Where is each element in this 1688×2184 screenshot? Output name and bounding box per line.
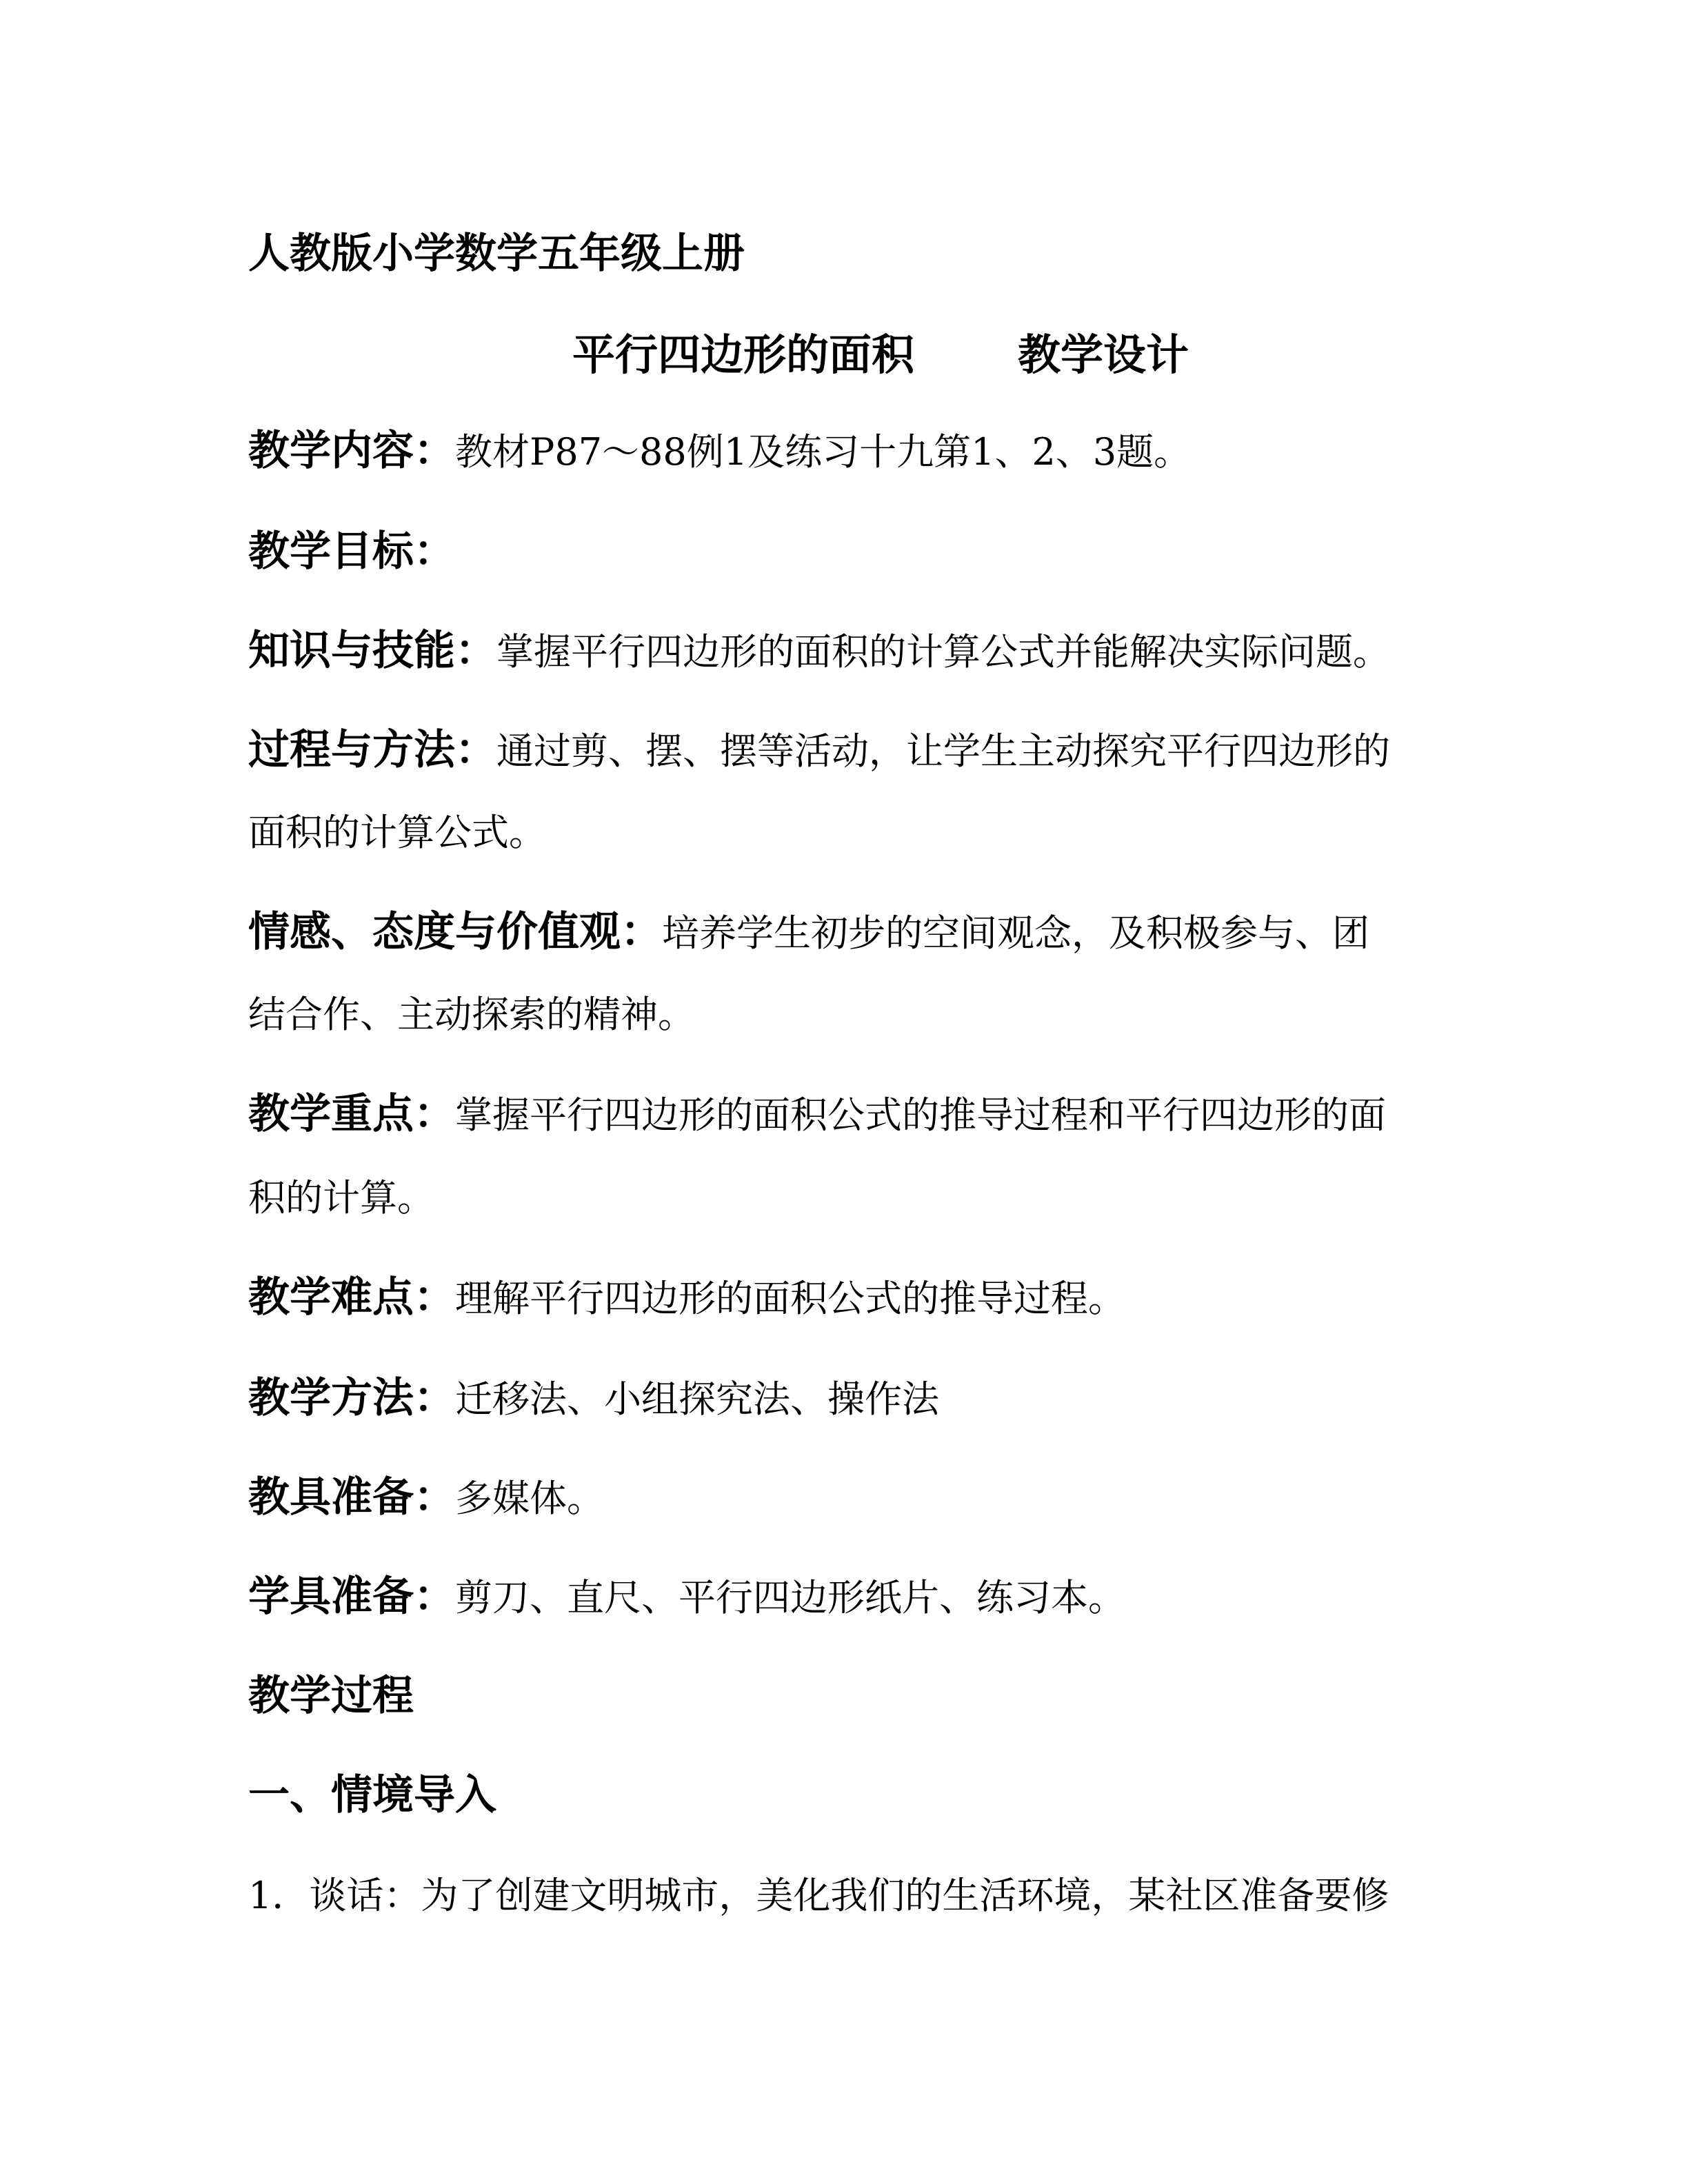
difficulty-text: 理解平行四边形的面积公式的推导过程。: [455, 1277, 1125, 1320]
objectives-label: 教学目标：: [248, 527, 455, 576]
teacher-tools-row: [248, 1475, 604, 1521]
process-text-2: 面积的计算公式。: [248, 811, 546, 854]
key-text-2: 积的计算。: [248, 1176, 434, 1220]
content-label: 教学内容：: [248, 427, 455, 475]
process-heading: 教学过程: [248, 1672, 414, 1720]
content-row: [248, 429, 1191, 474]
knowledge-row: [248, 629, 1390, 674]
key-row: [248, 1092, 1386, 1138]
emotion-text-2: 结合作、主动探索的精神。: [248, 993, 695, 1036]
emotion-text-1: 培养学生初步的空间观念，及积极参与、团: [662, 911, 1369, 955]
method-row: [248, 1376, 939, 1422]
process-row: [248, 728, 1390, 774]
student-tools-text: 剪刀、直尺、平行四边形纸片、练习本。: [455, 1576, 1125, 1619]
title-sub: 教学设计: [1018, 330, 1189, 380]
process-row-cont: [248, 811, 546, 855]
key-label: 教学重点：: [248, 1090, 455, 1138]
method-label: 教学方法：: [248, 1374, 455, 1422]
objectives-row: [248, 529, 455, 575]
difficulty-row: [248, 1275, 1125, 1321]
knowledge-text: 掌握平行四边形的面积的计算公式并能解决实际问题。: [496, 630, 1390, 674]
knowledge-label: 知识与技能：: [248, 627, 496, 675]
process-text-1: 通过剪、摆、摆等活动，让学生主动探究平行四边形的: [496, 729, 1390, 773]
content-text: 教材P87～88例1及练习十九第1、2、3题。: [455, 430, 1192, 474]
key-row-cont: [248, 1176, 434, 1220]
emotion-row-cont: [248, 993, 695, 1037]
series-heading: 人教版小学数学五年级上册: [248, 230, 745, 278]
item-1-text: 1．谈话：为了创建文明城市，美化我们的生活环境，某社区准备要修: [248, 1874, 1389, 1917]
item-1-row: [248, 1874, 1389, 1918]
student-tools-row: [248, 1575, 1125, 1620]
teacher-tools-label: 教具准备：: [248, 1473, 455, 1521]
title-main: 平行四边形的面积: [572, 330, 915, 380]
key-text-1: 掌握平行四边形的面积公式的推导过程和平行四边形的面: [455, 1093, 1386, 1137]
page-title: [572, 331, 1189, 379]
process-label: 过程与方法：: [248, 726, 496, 774]
method-text: 迁移法、小组探究法、操作法: [455, 1377, 939, 1421]
teacher-tools-text: 多媒体。: [455, 1477, 604, 1520]
section-1-heading: 一、情境导入: [248, 1771, 496, 1819]
student-tools-label: 学具准备：: [248, 1573, 455, 1621]
difficulty-label: 教学难点：: [248, 1273, 455, 1322]
emotion-label: 情感、态度与价值观：: [248, 908, 662, 956]
emotion-row: [248, 910, 1369, 956]
